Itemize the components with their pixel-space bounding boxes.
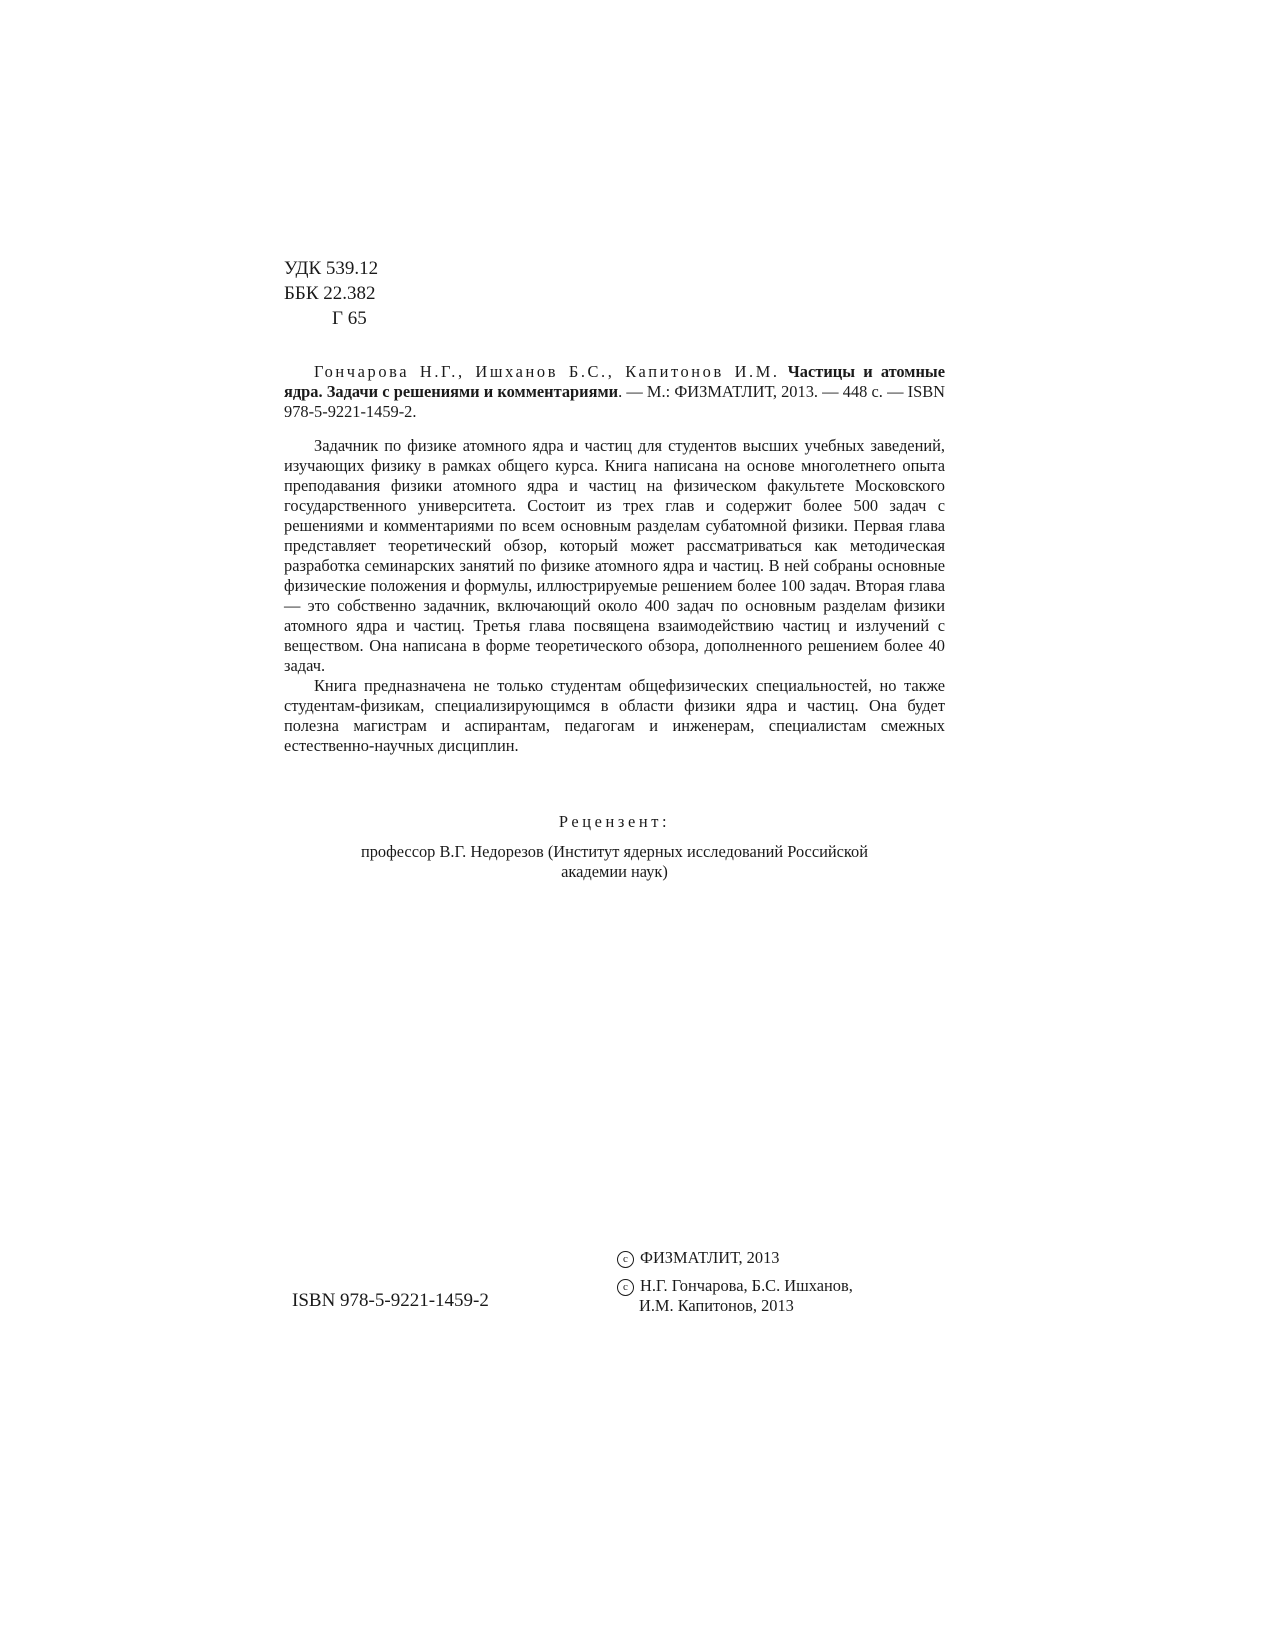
- classification-codes: [284, 256, 378, 331]
- abstract: [284, 436, 945, 756]
- copyright-notice: [617, 1248, 853, 1316]
- citation-authors: Гончарова Н.Г., Ишханов Б.С., Капитонов И.М.: [314, 362, 780, 381]
- reviewer-line: академии наук): [561, 862, 668, 881]
- copyright-icon: c: [617, 1251, 634, 1268]
- book-title: Частицы и атомные ядра. Задачи с решениями и комментариями: [284, 362, 945, 401]
- copyright-icon: c: [617, 1279, 634, 1296]
- abstract-paragraph: Задачник по физике атомного ядра и частиц для студентов высших учебных заведений, изучающих физику в рамках общего курса. Книга написана на основе многолетнего опыта преподавания физики атомного ядра и частиц на физическом факультете Московского государственного университета. Состоит из трех глав и содержит более 500 задач с решениями и комментариями по всем основным разделам субатомной физики. Первая глава представляет теоретический обзор, который может рассматриваться как методическая разработка семинарских занятий по физике атомного ядра и частиц. В ней собраны основные физические положения и формулы, иллюстрируемые решением более 100 задач. Вторая глава — это собственно задачник, включающий около 400 задач по основным разделам физики атомного ядра и частиц. Третья глава посвящена взаимодействию частиц и излучений с веществом. Она написана в форме теоретического обзора, дополненного решением более 40 задач.: [284, 436, 945, 675]
- bibliographic-citation: [284, 362, 945, 422]
- reviewer-line: профессор В.Г. Недорезов (Институт ядерных исследований Российской: [360, 842, 869, 861]
- udk-code: УДК 539.12: [284, 258, 379, 279]
- isbn: ISBN 978-5-9221-1459-2: [292, 1290, 489, 1311]
- citation-publication: . — М.: ФИЗМАТЛИТ, 2013. — 448 с. — ISBN 978-5-9221-1459-2.: [284, 382, 945, 421]
- reviewer-label: Рецензент:: [558, 812, 671, 831]
- copyright-authors: Н.Г. Гончарова, Б.С. Ишханов,: [640, 1276, 853, 1295]
- abstract-paragraph: Книга предназначена не только студентам общефизических специальностей, но также студентам-физикам, специализирующимся в области физики ядра и частиц. Она будет полезна магистрам и аспирантам, педагогам и инженерам, специалистам смежных естественно-научных дисциплин.: [284, 676, 945, 755]
- copyright-authors: И.М. Капитонов, 2013: [639, 1296, 794, 1315]
- bbk-code: ББК 22.382: [284, 283, 376, 304]
- author-mark: Г 65: [332, 308, 367, 329]
- reviewer-info: [284, 842, 945, 882]
- copyright-publisher: ФИЗМАТЛИТ, 2013: [640, 1248, 780, 1267]
